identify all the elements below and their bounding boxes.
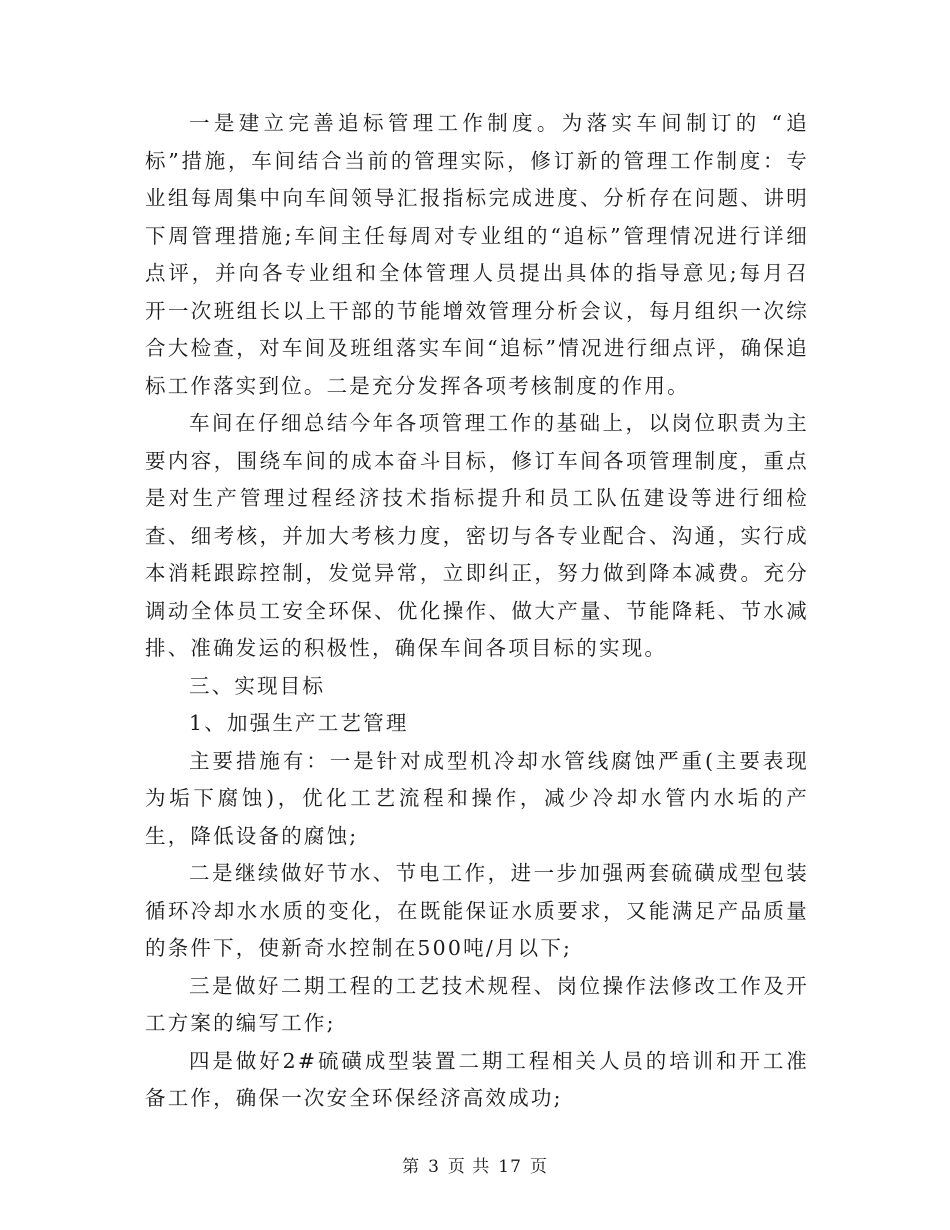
subsection-heading: 1、加强生产工艺管理 (189, 711, 409, 735)
section-heading: 三、实现目标 (189, 673, 326, 698)
footer-middle: 页 共 (447, 1157, 491, 1177)
paragraph-4: 二是继续做好节水、节电工作，进一步加强两套硫磺成型包装循环冷却水水质的变化，在既能保证水质要求，又能满足产品质量的条件下，使新奇水控制在500吨/月以下; (145, 861, 809, 960)
paragraph-2: 车间在仔细总结今年各项管理工作的基础上，以岗位职责为主要内容，围绕车间的成本奋斗目标，修订车间各项管理制度，重点是对生产管理过程经济技术指标提升和员工队伍建设等进行细检查、细考核，并加大考核力度，密切与各专业配合、沟通，实行成本消耗跟踪控制，发觉异常，立即纠正，努力做到降本减费。充分调动全体员工安全环保、优化操作、做大产量、节能降耗、节水减排、准确发运的积极性，确保车间各项目标的实现。 (145, 411, 809, 660)
paragraph-3: 主要措施有：一是针对成型机冷却水管线腐蚀严重(主要表现为垢下腐蚀)，优化工艺流程和操作，减少冷却水管内水垢的产生，降低设备的腐蚀; (145, 748, 809, 848)
page-footer (0, 1152, 950, 1177)
paragraph-6: 四是做好2#硫磺成型装置二期工程相关人员的培训和开工准备工作，确保一次安全环保经济高效成功; (145, 1048, 809, 1110)
footer-prefix: 第 (402, 1157, 421, 1177)
current-page-number: 3 (428, 1157, 440, 1177)
paragraph-1: 一是建立完善追标管理工作制度。为落实车间制订的 “追标”措施，车间结合当前的管理实际，修订新的管理工作制度：专业组每周集中向车间领导汇报指标完成进度、分析存在问题、讲明下周管理措施;车间主任每周对专业组的“追标”管理情况进行详细点评，并向各专业组和全体管理人员提出具体的指导意见;每月召开一次班组长以上干部的节能增效管理分析会议，每月组织一次综合大检查，对车间及班组落实车间“追标”情况进行细点评，确保追标工作落实到位。二是充分发挥各项考核制度的作用。 (145, 111, 809, 398)
paragraph-5: 三是做好二期工程的工艺技术规程、岗位操作法修改工作及开工方案的编写工作; (145, 973, 809, 1035)
footer-suffix: 页 (529, 1157, 548, 1177)
total-pages-number: 17 (498, 1157, 522, 1177)
document-body (145, 105, 809, 1118)
